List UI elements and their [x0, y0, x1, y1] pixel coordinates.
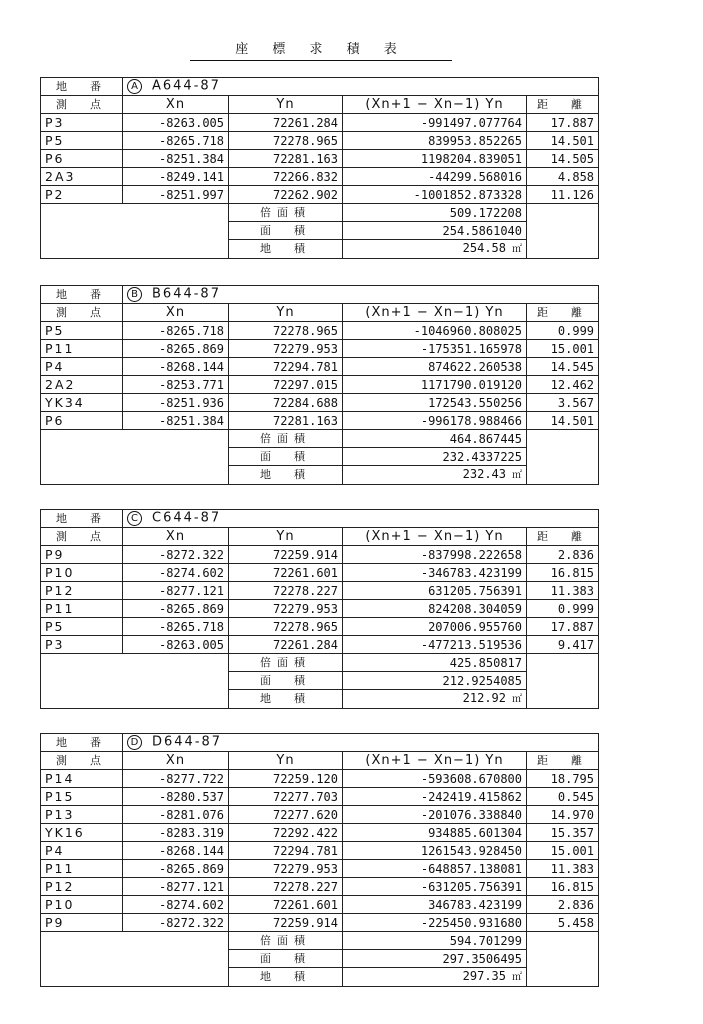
formula-value: 934885.601304 — [343, 824, 527, 842]
point-name: P10 — [41, 896, 123, 914]
formula-value: -242419.415862 — [343, 788, 527, 806]
area-label: 面 積 — [229, 672, 343, 690]
table-row — [41, 842, 599, 860]
point-name: P6 — [41, 150, 123, 168]
sokuten-header: 測 点 — [41, 96, 123, 114]
table-row — [41, 322, 599, 340]
table-row — [41, 546, 599, 564]
area-value — [343, 950, 527, 968]
distance-header: 距 離 — [527, 528, 599, 546]
xn-value: -8251.384 — [123, 150, 229, 168]
yn-header: Yn — [229, 96, 343, 114]
double-area-value — [343, 204, 527, 222]
yn-value: 72281.163 — [229, 150, 343, 168]
area-label: 面 積 — [229, 448, 343, 466]
distance-value: 3.567 — [527, 394, 599, 412]
distance-value: 11.126 — [527, 186, 599, 204]
formula-value: 207006.955760 — [343, 618, 527, 636]
area-number: 254.5861040 — [442, 223, 522, 238]
formula-value: -991497.077764 — [343, 114, 527, 132]
formula-value: 346783.423199 — [343, 896, 527, 914]
area-table-c — [40, 509, 599, 709]
yn-header: Yn — [229, 752, 343, 770]
formula-value: -225450.931680 — [343, 914, 527, 932]
yn-value: 72279.953 — [229, 340, 343, 358]
yn-value: 72279.953 — [229, 860, 343, 878]
xn-value: -8283.319 — [123, 824, 229, 842]
distance-value: 11.383 — [527, 582, 599, 600]
double-area-number: 464.867445 — [449, 431, 522, 446]
point-name: 2A2 — [41, 376, 123, 394]
distance-value: 14.505 — [527, 150, 599, 168]
xn-value: -8268.144 — [123, 358, 229, 376]
distance-header: 距 離 — [527, 304, 599, 322]
parcel-code-cell — [123, 286, 599, 304]
distance-value: 17.887 — [527, 114, 599, 132]
xn-value: -8274.602 — [123, 564, 229, 582]
yn-value: 72277.620 — [229, 806, 343, 824]
double-area-number: 509.172208 — [449, 205, 522, 220]
point-name: P5 — [41, 322, 123, 340]
xn-header: Xn — [123, 304, 229, 322]
xn-value: -8277.121 — [123, 878, 229, 896]
formula-value: -346783.423199 — [343, 564, 527, 582]
table-row — [41, 636, 599, 654]
xn-value: -8265.718 — [123, 618, 229, 636]
area-number: 232.4337225 — [442, 449, 522, 464]
table-row — [41, 412, 599, 430]
yn-value: 72294.781 — [229, 358, 343, 376]
point-name: P15 — [41, 788, 123, 806]
summary-blank-left — [41, 430, 229, 485]
land-area-value — [343, 240, 527, 259]
parcel-code: A644-87 — [152, 78, 221, 94]
formula-header: (Xn+1 − Xn−1) Yn — [343, 752, 527, 770]
distance-value: 17.887 — [527, 618, 599, 636]
double-area-label: 倍面積 — [229, 654, 343, 672]
xn-value: -8272.322 — [123, 546, 229, 564]
formula-header: (Xn+1 − Xn−1) Yn — [343, 96, 527, 114]
formula-header: (Xn+1 − Xn−1) Yn — [343, 304, 527, 322]
xn-value: -8265.869 — [123, 600, 229, 618]
land-area-label: 地 積 — [229, 240, 343, 259]
distance-value: 15.001 — [527, 842, 599, 860]
formula-value: -648857.138081 — [343, 860, 527, 878]
unit-label: ㎡ — [512, 244, 522, 255]
xn-value: -8263.005 — [123, 636, 229, 654]
xn-value: -8249.141 — [123, 168, 229, 186]
formula-value: 631205.756391 — [343, 582, 527, 600]
table-row — [41, 618, 599, 636]
distance-value: 14.501 — [527, 412, 599, 430]
xn-value: -8268.144 — [123, 842, 229, 860]
point-name: P13 — [41, 806, 123, 824]
point-name: P11 — [41, 340, 123, 358]
xn-value: -8281.076 — [123, 806, 229, 824]
double-area-value — [343, 654, 527, 672]
xn-header: Xn — [123, 528, 229, 546]
table-row — [41, 878, 599, 896]
area-table-b — [40, 285, 599, 485]
formula-value: -996178.988466 — [343, 412, 527, 430]
summary-blank-left — [41, 932, 229, 987]
formula-value: 874622.260538 — [343, 358, 527, 376]
summary-blank-right — [527, 430, 599, 485]
formula-value: 839953.852265 — [343, 132, 527, 150]
yn-value: 72278.227 — [229, 878, 343, 896]
xn-value: -8272.322 — [123, 914, 229, 932]
xn-value: -8277.121 — [123, 582, 229, 600]
sokuten-header: 測 点 — [41, 304, 123, 322]
formula-value: -175351.165978 — [343, 340, 527, 358]
unit-label: ㎡ — [512, 972, 522, 983]
formula-value: 1261543.928450 — [343, 842, 527, 860]
point-name: P4 — [41, 358, 123, 376]
xn-value: -8265.718 — [123, 322, 229, 340]
yn-value: 72281.163 — [229, 412, 343, 430]
xn-value: -8277.722 — [123, 770, 229, 788]
land-area-label: 地 積 — [229, 690, 343, 709]
point-name: P5 — [41, 618, 123, 636]
double-area-label: 倍面積 — [229, 204, 343, 222]
unit-label: ㎡ — [512, 470, 522, 481]
distance-value: 14.970 — [527, 806, 599, 824]
formula-value: 824208.304059 — [343, 600, 527, 618]
table-row — [41, 806, 599, 824]
point-name: P14 — [41, 770, 123, 788]
land-area-value — [343, 690, 527, 709]
point-name: P4 — [41, 842, 123, 860]
point-name: P9 — [41, 546, 123, 564]
area-value — [343, 672, 527, 690]
table-row — [41, 168, 599, 186]
distance-value: 11.383 — [527, 860, 599, 878]
yn-value: 72261.284 — [229, 636, 343, 654]
yn-value: 72292.422 — [229, 824, 343, 842]
distance-value: 18.795 — [527, 770, 599, 788]
distance-value: 14.501 — [527, 132, 599, 150]
formula-value: -44299.568016 — [343, 168, 527, 186]
point-name: 2A3 — [41, 168, 123, 186]
point-name: P12 — [41, 878, 123, 896]
xn-header: Xn — [123, 752, 229, 770]
summary-blank-right — [527, 654, 599, 709]
table-row — [41, 600, 599, 618]
page-title: 座 標 求 積 表 — [190, 38, 452, 61]
yn-value: 72277.703 — [229, 788, 343, 806]
yn-value: 72262.902 — [229, 186, 343, 204]
area-number: 297.3506495 — [442, 951, 522, 966]
formula-value: -593608.670800 — [343, 770, 527, 788]
table-row — [41, 564, 599, 582]
xn-header: Xn — [123, 96, 229, 114]
formula-value: 172543.550256 — [343, 394, 527, 412]
yn-value: 72297.015 — [229, 376, 343, 394]
chiban-label: 地 番 — [41, 286, 123, 304]
point-name: P3 — [41, 636, 123, 654]
point-name: YK34 — [41, 394, 123, 412]
parcel-mark: C — [127, 511, 142, 526]
table-row — [41, 914, 599, 932]
table-row — [41, 788, 599, 806]
table-row — [41, 132, 599, 150]
area-label: 面 積 — [229, 222, 343, 240]
chiban-label: 地 番 — [41, 510, 123, 528]
parcel-code: D644-87 — [152, 734, 223, 750]
unit-label: ㎡ — [512, 694, 522, 705]
xn-value: -8280.537 — [123, 788, 229, 806]
formula-value: -201076.338840 — [343, 806, 527, 824]
formula-value: -837998.222658 — [343, 546, 527, 564]
area-table-a — [40, 77, 599, 259]
yn-value: 72266.832 — [229, 168, 343, 186]
table-row — [41, 340, 599, 358]
point-name: P10 — [41, 564, 123, 582]
table-row — [41, 376, 599, 394]
land-area-value — [343, 968, 527, 987]
yn-value: 72259.914 — [229, 914, 343, 932]
yn-value: 72294.781 — [229, 842, 343, 860]
xn-value: -8251.384 — [123, 412, 229, 430]
yn-header: Yn — [229, 304, 343, 322]
table-row — [41, 358, 599, 376]
formula-value: -1001852.873328 — [343, 186, 527, 204]
area-number: 212.9254085 — [442, 673, 522, 688]
point-name: P3 — [41, 114, 123, 132]
sokuten-header: 測 点 — [41, 752, 123, 770]
distance-value: 16.815 — [527, 564, 599, 582]
area-label: 面 積 — [229, 950, 343, 968]
formula-value: -477213.519536 — [343, 636, 527, 654]
chiban-label: 地 番 — [41, 78, 123, 96]
double-area-label: 倍面積 — [229, 932, 343, 950]
xn-value: -8265.869 — [123, 860, 229, 878]
double-area-number: 425.850817 — [449, 655, 522, 670]
parcel-code-cell — [123, 734, 599, 752]
yn-value: 72259.914 — [229, 546, 343, 564]
distance-value: 9.417 — [527, 636, 599, 654]
xn-value: -8251.997 — [123, 186, 229, 204]
double-area-value — [343, 430, 527, 448]
point-name: P6 — [41, 412, 123, 430]
distance-header: 距 離 — [527, 96, 599, 114]
parcel-mark: B — [127, 287, 142, 302]
distance-value: 16.815 — [527, 878, 599, 896]
parcel-code-cell — [123, 510, 599, 528]
point-name: P12 — [41, 582, 123, 600]
xn-value: -8274.602 — [123, 896, 229, 914]
summary-blank-right — [527, 204, 599, 259]
land-area-number: 297.35 — [462, 969, 506, 983]
table-row — [41, 896, 599, 914]
parcel-code-cell — [123, 78, 599, 96]
land-area-number: 254.58 — [462, 241, 506, 255]
land-area-number: 212.92 — [462, 691, 506, 705]
formula-value: -1046960.808025 — [343, 322, 527, 340]
yn-value: 72278.965 — [229, 322, 343, 340]
land-area-value — [343, 466, 527, 485]
yn-value: 72284.688 — [229, 394, 343, 412]
point-name: P11 — [41, 600, 123, 618]
point-name: P2 — [41, 186, 123, 204]
yn-value: 72278.965 — [229, 618, 343, 636]
double-area-label: 倍面積 — [229, 430, 343, 448]
table-row — [41, 824, 599, 842]
parcel-mark: D — [127, 735, 142, 750]
parcel-mark: A — [127, 79, 142, 94]
table-row — [41, 114, 599, 132]
distance-value: 0.545 — [527, 788, 599, 806]
double-area-number: 594.701299 — [449, 933, 522, 948]
distance-value: 2.836 — [527, 896, 599, 914]
yn-header: Yn — [229, 528, 343, 546]
summary-blank-left — [41, 204, 229, 259]
yn-value: 72278.965 — [229, 132, 343, 150]
chiban-label: 地 番 — [41, 734, 123, 752]
summary-blank-right — [527, 932, 599, 987]
table-row — [41, 860, 599, 878]
distance-value: 5.458 — [527, 914, 599, 932]
distance-value: 15.357 — [527, 824, 599, 842]
summary-blank-left — [41, 654, 229, 709]
yn-value: 72279.953 — [229, 600, 343, 618]
land-area-number: 232.43 — [462, 467, 506, 481]
table-row — [41, 394, 599, 412]
parcel-code: B644-87 — [152, 286, 221, 302]
point-name: P9 — [41, 914, 123, 932]
formula-value: 1198204.839051 — [343, 150, 527, 168]
land-area-label: 地 積 — [229, 466, 343, 485]
formula-header: (Xn+1 − Xn−1) Yn — [343, 528, 527, 546]
yn-value: 72261.284 — [229, 114, 343, 132]
yn-value: 72261.601 — [229, 564, 343, 582]
xn-value: -8265.718 — [123, 132, 229, 150]
table-row — [41, 186, 599, 204]
distance-value: 4.858 — [527, 168, 599, 186]
formula-value: 1171790.019120 — [343, 376, 527, 394]
distance-value: 15.001 — [527, 340, 599, 358]
yn-value: 72261.601 — [229, 896, 343, 914]
yn-value: 72259.120 — [229, 770, 343, 788]
point-name: P11 — [41, 860, 123, 878]
area-table-d — [40, 733, 599, 987]
double-area-value — [343, 932, 527, 950]
formula-value: -631205.756391 — [343, 878, 527, 896]
distance-value: 12.462 — [527, 376, 599, 394]
xn-value: -8265.869 — [123, 340, 229, 358]
table-row — [41, 582, 599, 600]
distance-value: 0.999 — [527, 322, 599, 340]
xn-value: -8263.005 — [123, 114, 229, 132]
point-name: YK16 — [41, 824, 123, 842]
area-value — [343, 448, 527, 466]
distance-value: 0.999 — [527, 600, 599, 618]
distance-value: 14.545 — [527, 358, 599, 376]
distance-value: 2.836 — [527, 546, 599, 564]
yn-value: 72278.227 — [229, 582, 343, 600]
table-row — [41, 770, 599, 788]
distance-header: 距 離 — [527, 752, 599, 770]
xn-value: -8251.936 — [123, 394, 229, 412]
table-row — [41, 150, 599, 168]
area-value — [343, 222, 527, 240]
parcel-code: C644-87 — [152, 510, 222, 526]
xn-value: -8253.771 — [123, 376, 229, 394]
point-name: P5 — [41, 132, 123, 150]
land-area-label: 地 積 — [229, 968, 343, 987]
sokuten-header: 測 点 — [41, 528, 123, 546]
